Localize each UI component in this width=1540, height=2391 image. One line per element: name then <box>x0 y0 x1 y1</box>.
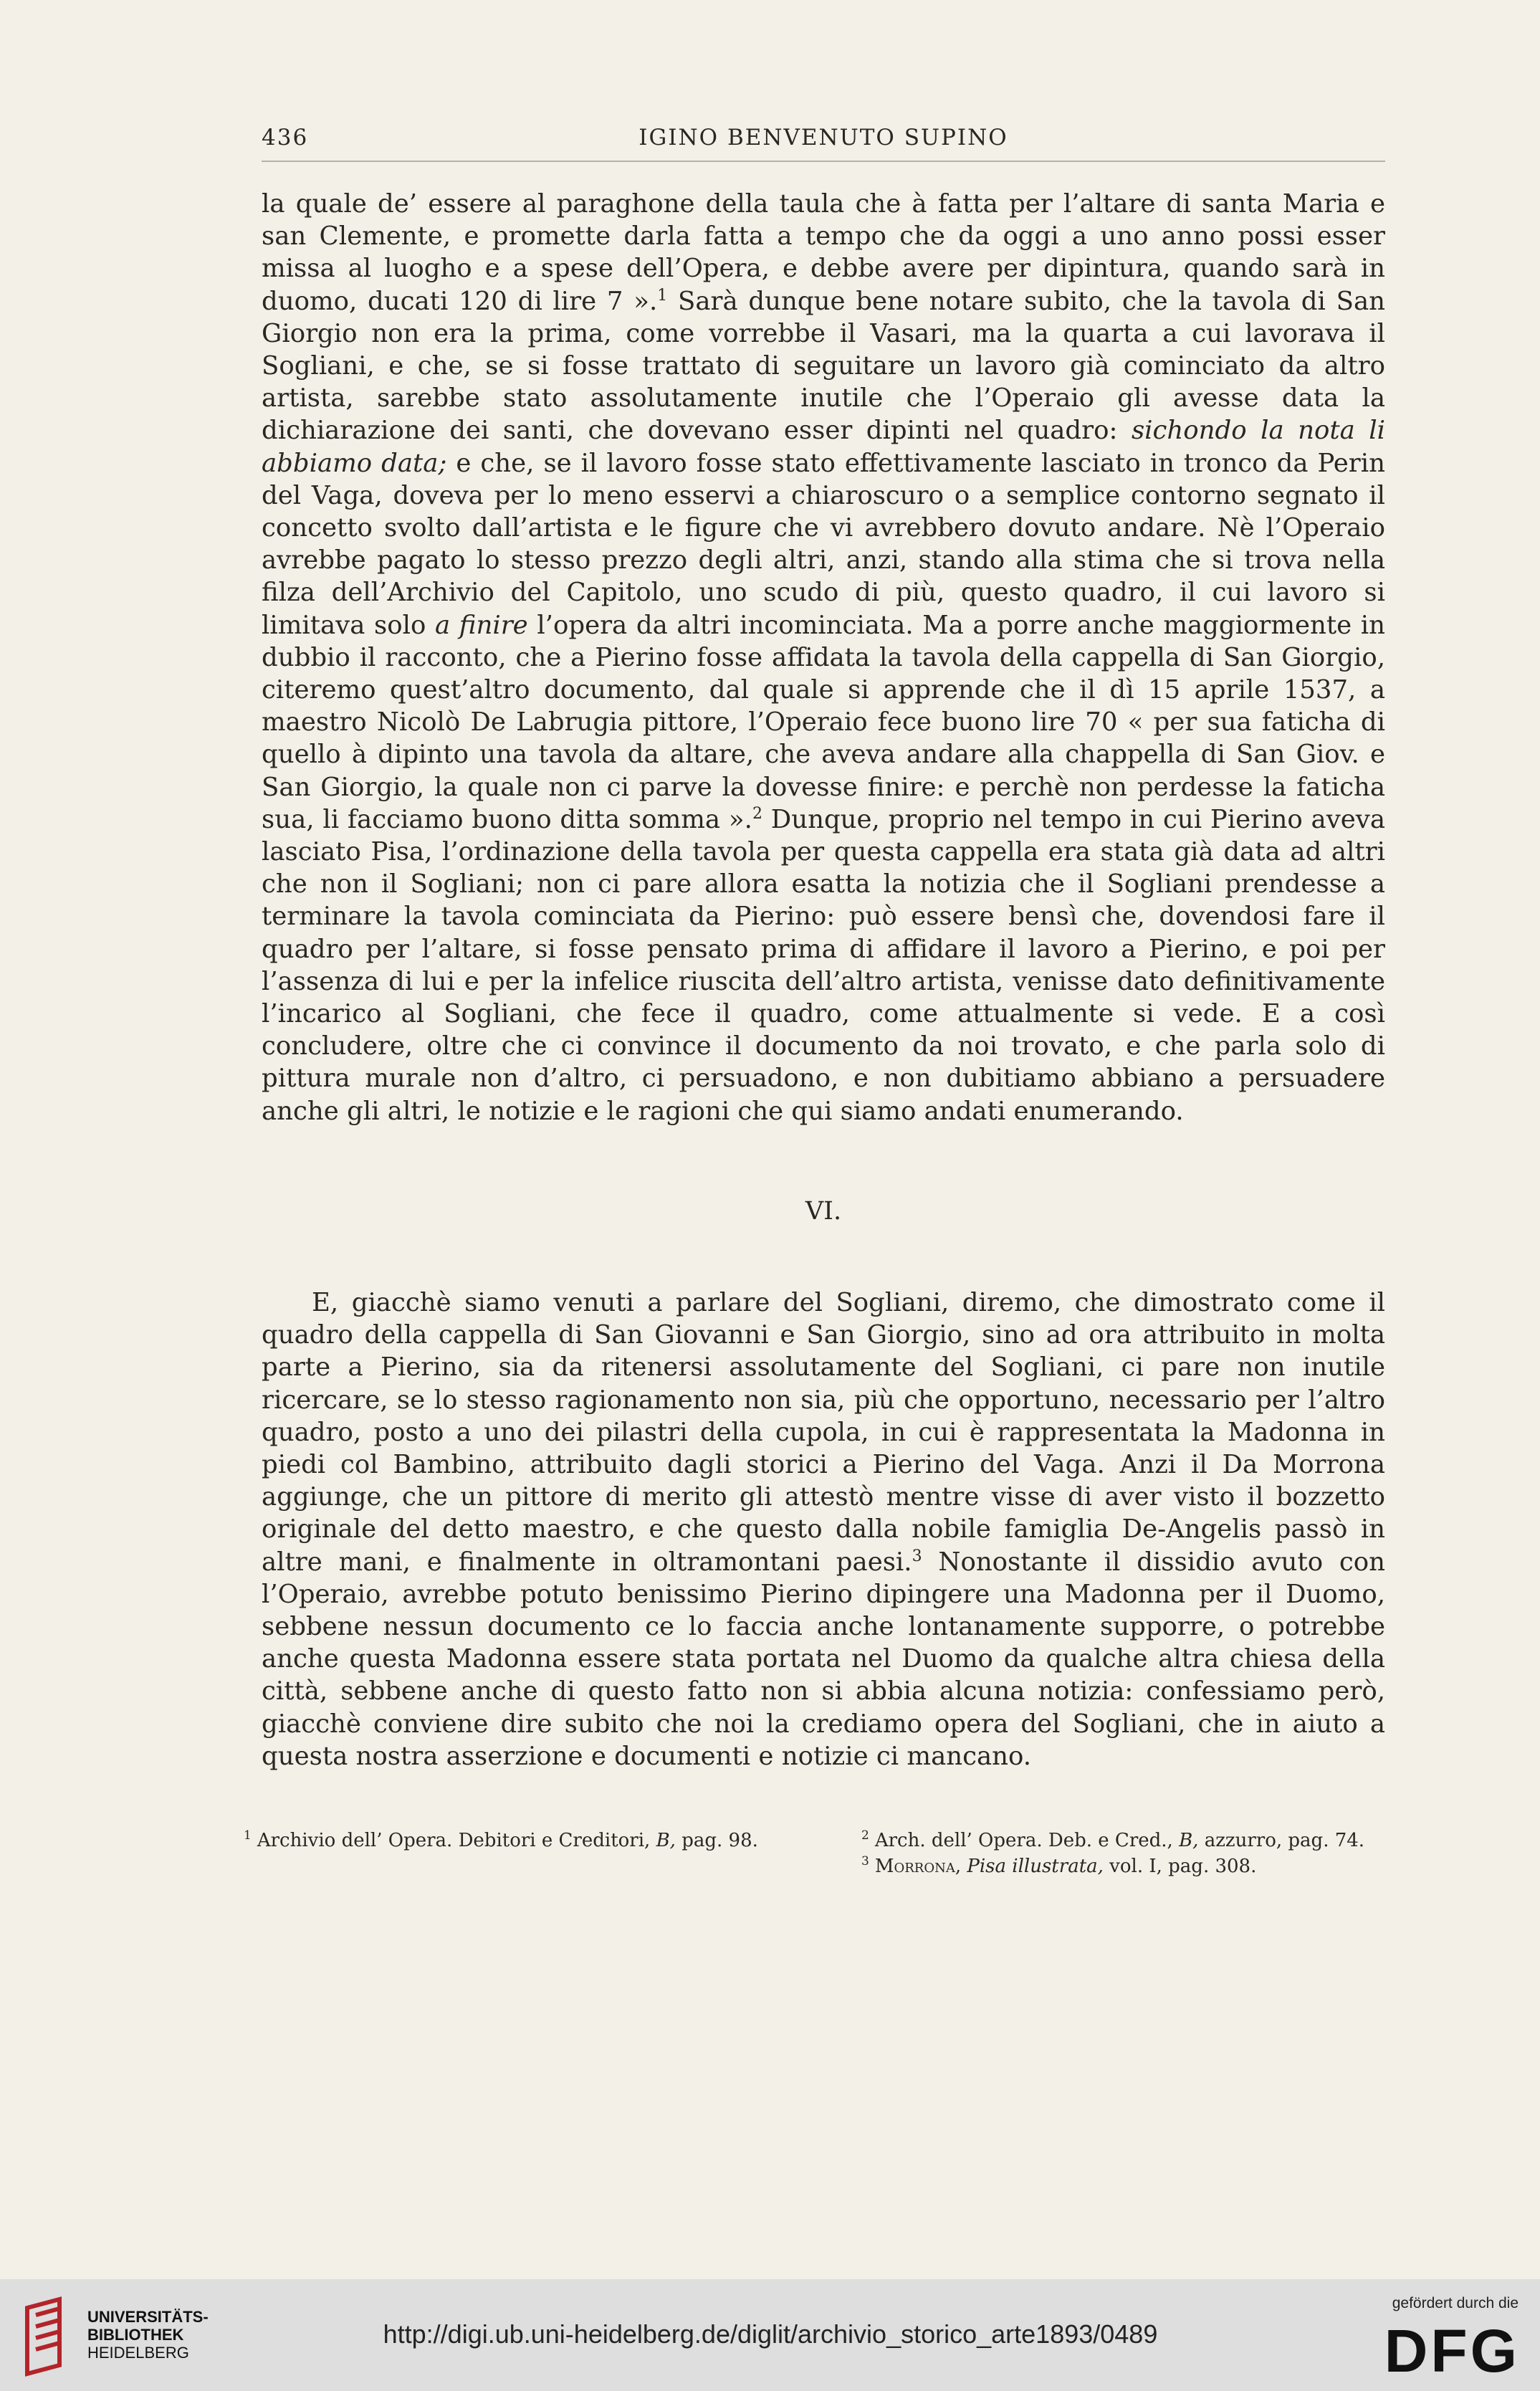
page-header <box>262 120 1385 162</box>
section-body-2 <box>262 1287 1385 1772</box>
viewer-footer <box>0 2279 1540 2391</box>
library-name: UNIVERSITÄTS- BIBLIOTHEK HEIDELBERG <box>87 2308 209 2362</box>
section-body-1 <box>262 188 1385 1127</box>
footnote-ref-2[interactable]: 2 <box>752 805 762 824</box>
footnote-2: $^2$ Arch. dell’ Opera. Deb. e Cred., B, azzurro, pag. 74. <box>861 1828 1365 1851</box>
paragraph: E, giacchè siamo venuti a parlare del Sogliani, diremo, che dimostrato come il quadro della cappella di San Giovanni e San Giorgio, sino ad ora attribuito in molta parte a Pierino, sia da ritenersi assolutamente del Sogliani, ci pare non inutile ricercare, se lo stesso ragionamento non sia, più che opportuno, necessario per l’altro quadro, posto a uno dei pilastri della cupola, in cui è rappresentata la Madonna in piedi col Bambino, attribuito dagli storici a Pierino del Vaga. Anzi il Da Morrona aggiunge, che un pittore di merito gli attestò mentre visse di aver visto il bozzetto originale del detto maestro, e che questo dalla nobile famiglia De-Angelis passò in altre mani, e finalmente in oltramontani paesi.$^3$ Nonostante il dissidio avuto con l’Operaio, avrebbe potuto benissimo Pierino dipingere una Madonna per il Duomo, sebbene nessun documento ce lo faccia anche lontanamente supporre, o potrebbe anche questa Madonna essere stata portata nel Duomo da qualche altra chiesa della città, sebbene anche di questo fatto non si abbia alcuna notizia: confessiamo però, giacchè conviene dire subito che noi la crediamo opera del Sogliani, che in aiuto a questa nostra asserzione e documenti e notizie ci mancano. <box>262 1288 1386 1771</box>
funding-label: gefördert durch die <box>1392 2295 1519 2311</box>
footnote-column-right <box>861 1828 1406 1879</box>
permalink[interactable]: http://digi.ub.uni-heidelberg.de/diglit/archivio_storico_arte1893/0489 <box>383 2319 1158 2349</box>
footnote-3: $^3$ Morrona, Pisa illustrata, vol. I, pag. 308. <box>861 1854 1257 1877</box>
quote-italic: a finire <box>435 610 528 640</box>
footnote-ref-3[interactable]: 3 <box>912 1547 922 1565</box>
quote-italic: sichondo la nota li abbiamo data; <box>262 416 1385 478</box>
paragraph: la quale de’ essere al paraghone della taula che à fatta per l’altare di santa Maria e san Clemente, e promette darla fatta a tempo che da oggi a uno anno possi esser missa al luogho e a spese dell’Opera, e debbe avere per dipintura, quando sarà in duomo, ducati 120 di lire 7 ».$^1$ Sarà dunque bene notare subito, che la tavola di San Giorgio non era la prima, come vorrebbe il Vasari, ma la quarta a cui lavorava il Sogliani, e che, se si fosse trattato di seguitare un lavoro già cominciato da altro artista, sarebbe stato assolutamente inutile che l’Operaio gli avesse data la dichiarazione dei santi, che dovevano esser dipinti nel quadro: sichondo la nota li abbiamo data; e che, se il lavoro fosse stato effettivamente lasciato in tronco da Perin del Vaga, doveva per lo meno esservi a chiaroscuro o a semplice contorno segnato il concetto svolto dall’artista e le figure che vi avrebbero dovuto andare. Nè l’Operaio avrebbe pagato lo stesso prezzo degli altri, anzi, stando alla stima che si trova nella filza dell’Archivio del Capitolo, uno scudo di più, questo quadro, il cui lavoro si limitava solo a finire l’opera da altri incominciata. Ma a porre anche maggiormente in dubbio il racconto, che a Pierino fosse affidata la tavola della cappella di San Giorgio, citeremo quest’altro documento, dal quale si apprende che il dì 15 aprile 1537, a maestro Nicolò De Labrugia pittore, l’Operaio fece buono lire 70 « per sua faticha di quello à dipinto una tavola da altare, che aveva andare alla chappella di San Giov. e San Giorgio, la quale non ci parve la dovesse finire: e perchè non perdesse la faticha sua, li facciamo buono ditta somma ».$^2$ Dunque, proprio nel tempo in cui Pierino aveva lasciato Pisa, l’ordinazione della tavola per questa cappella era stata già data ad altri che non il Sogliani; non ci pare allora esatta la notizia che il Sogliani prendesse a terminare la tavola cominciata da Pierino: può essere bensì che, dovendosi fare il quadro per l’altare, si fosse pensato prima di affidare il lavoro a Pierino, e poi per l’assenza di lui e per la infelice riuscita dell’altro artista, venisse dato definitivamente l’incarico al Sogliani, che fece il quadro, come attualmente si vede. E a così concludere, oltre che ci convince il documento da noi trovato, e che parla solo di pittura murale non d’altro, ci persuadono, e non dubitiamo abbiano a persuadere anche gli altri, le notizie e le ragioni che qui siamo andati enumerando. <box>262 189 1386 1126</box>
page-number: 436 <box>262 125 309 151</box>
footnote-1: $^1$ Archivio dell’ Opera. Debitori e Creditori, B, pag. 98. <box>244 1828 758 1851</box>
footnote-ref-1[interactable]: 1 <box>657 286 668 305</box>
dfg-logo[interactable]: DFG <box>1384 2317 1520 2385</box>
section-heading: VI. <box>805 1197 842 1226</box>
running-head: IGINO BENVENUTO SUPINO <box>639 125 1008 151</box>
footnote-column-left <box>244 1828 788 1853</box>
